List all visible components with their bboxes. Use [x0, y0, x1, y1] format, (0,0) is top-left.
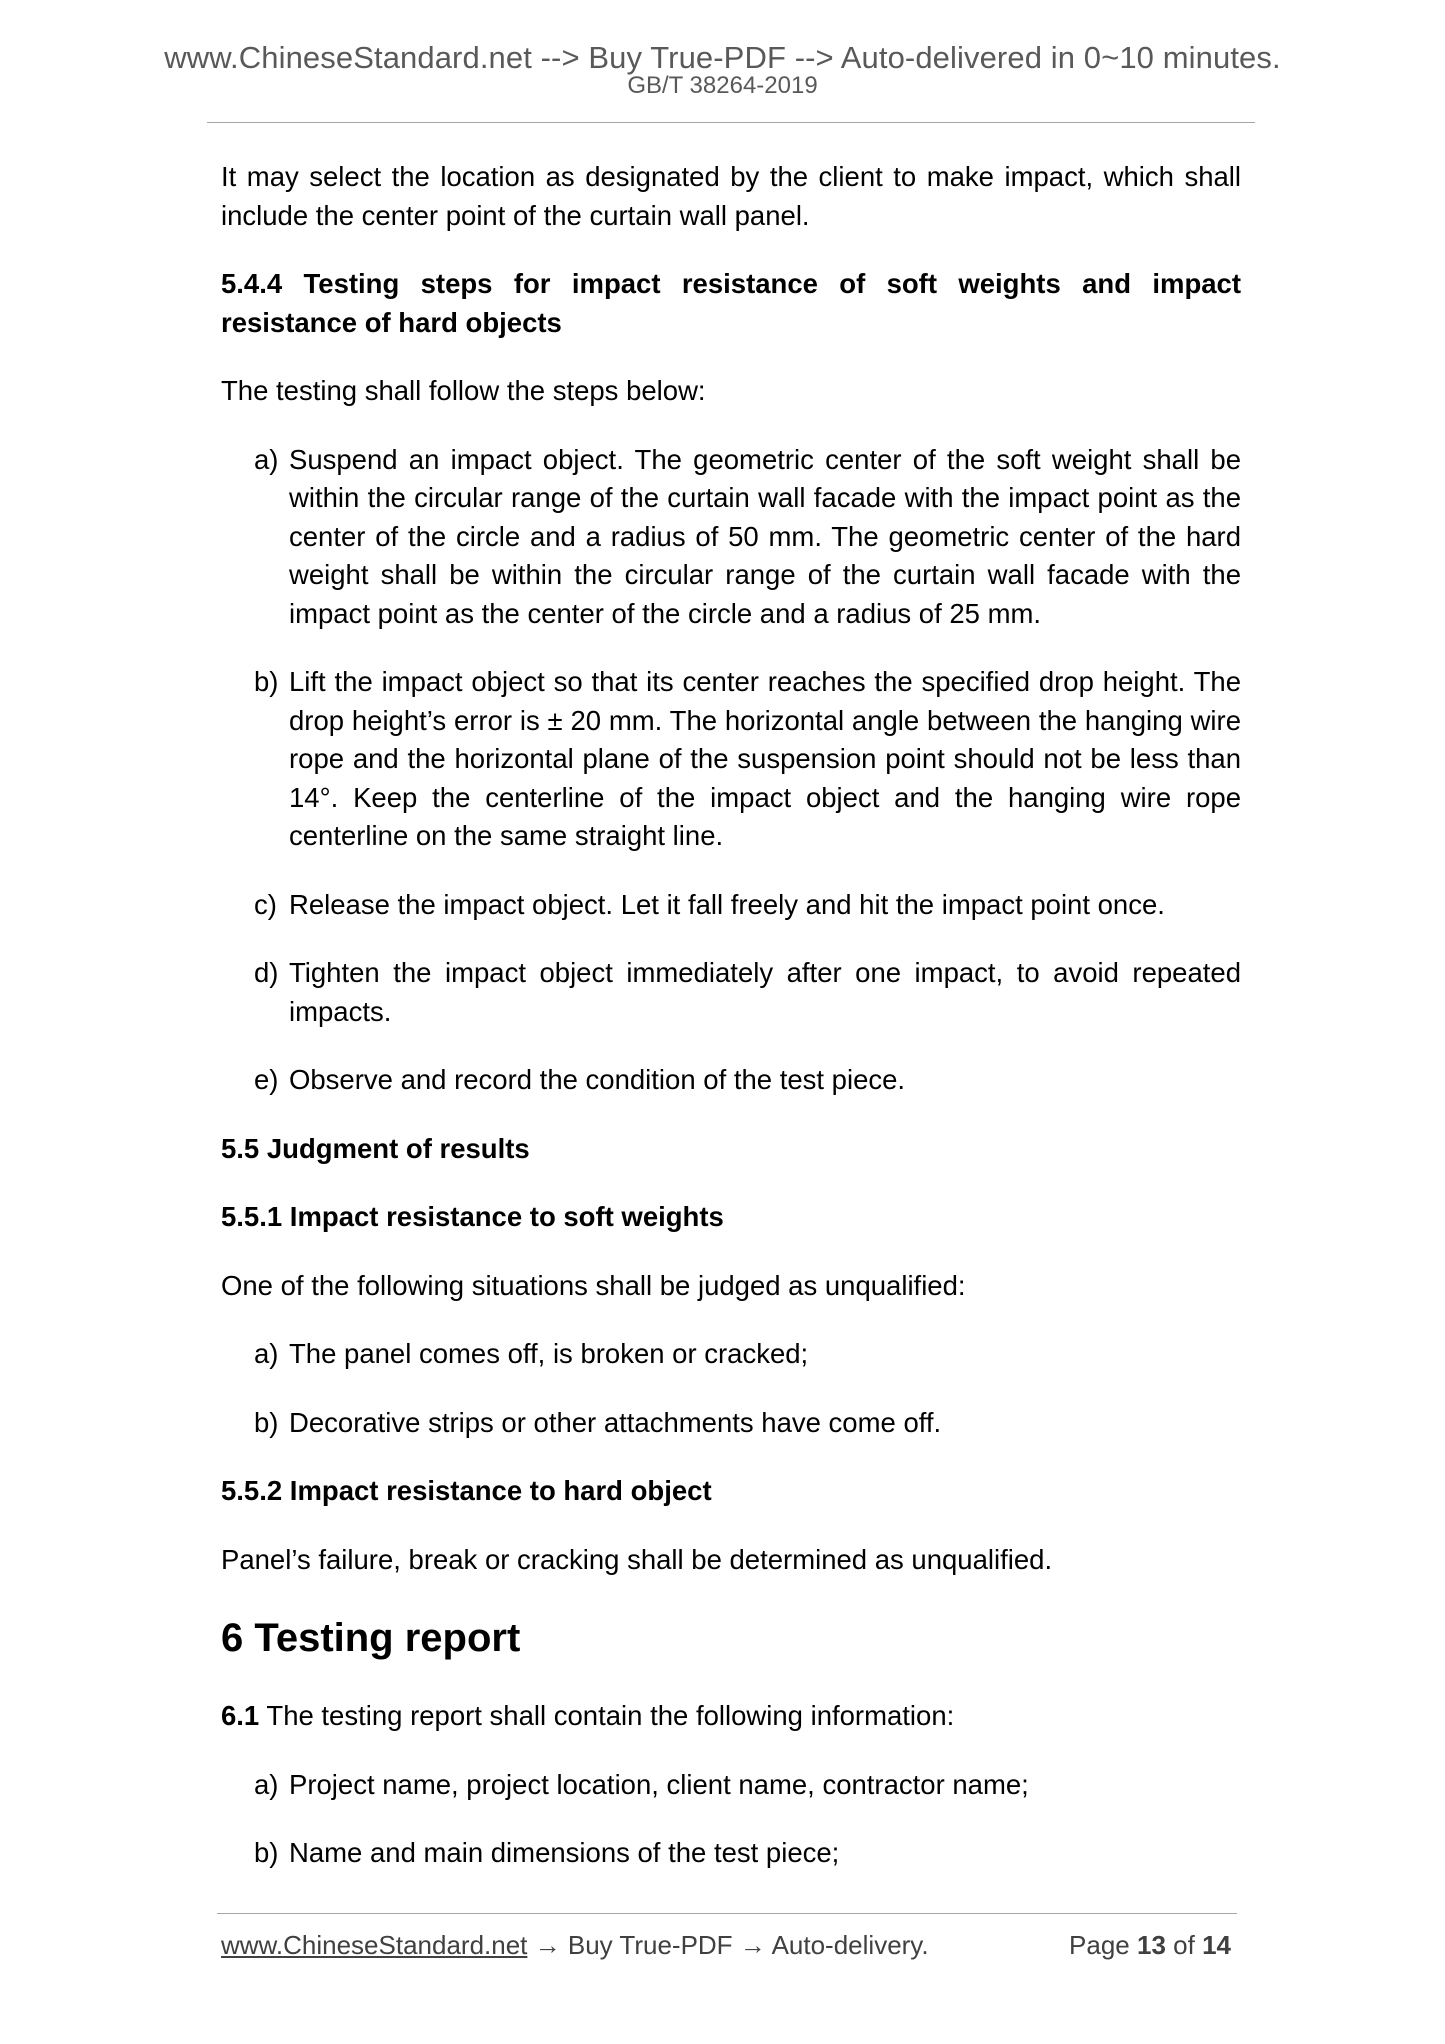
list-marker: b) — [254, 1837, 279, 1868]
page-footer — [221, 1930, 1231, 1961]
page-of-label: of — [1173, 1930, 1195, 1960]
step-item-b — [254, 663, 1241, 856]
list-item-text: The panel comes off, is broken or cracked; — [289, 1338, 809, 1369]
footer-tagline: → Buy True-PDF → Auto-delivery. — [527, 1930, 929, 1960]
unqualified-item-b — [254, 1404, 1241, 1443]
list-marker: b) — [254, 1406, 279, 1438]
list-item-text: Name and main dimensions of the test piece; — [289, 1837, 840, 1868]
list-item-text: Project name, project location, client name, contractor name; — [289, 1768, 1029, 1800]
footer-website-link[interactable]: www.ChineseStandard.net — [221, 1930, 528, 1960]
section-6-heading: 6 Testing report — [221, 1616, 521, 1660]
intro-paragraph: It may select the location as designated by the client to make impact, which shall include the center point of the curtain wall panel. — [221, 161, 1241, 231]
list-marker: a) — [254, 1338, 279, 1369]
report-item-a — [254, 1766, 1241, 1805]
section-5-5-2-heading: 5.5.2 Impact resistance to hard object — [221, 1475, 712, 1506]
list-item-text: Lift the impact object so that its center reaches the specified drop height. The drop height’s error is ± 20 mm. The horizontal angle between the hanging wire rope and the horizontal plane of the suspension point should not be less than 14°. Keep the centerline of the impact object and the hanging wire rope centerline on the same straight line. — [289, 666, 1241, 851]
list-marker: d) — [254, 957, 279, 988]
section-5-4-4-heading: 5.4.4 Testing steps for impact resistance of soft weights and impact resistance of hard objects — [221, 268, 1241, 338]
list-marker: a) — [254, 443, 279, 475]
list-marker: b) — [254, 666, 279, 697]
step-item-c — [254, 886, 1241, 925]
section-6-1-number: 6.1 — [221, 1700, 260, 1731]
section-5-5-1-lead: One of the following situations shall be judged as unqualified: — [221, 1269, 966, 1301]
section-5-4-4-lead: The testing shall follow the steps below: — [221, 375, 706, 406]
document-code: GB/T 38264-2019 — [627, 72, 818, 99]
list-marker: e) — [254, 1064, 279, 1095]
step-item-a — [254, 441, 1241, 634]
page-total: 14 — [1202, 1930, 1231, 1960]
list-item-text: Observe and record the condition of the test piece. — [289, 1064, 906, 1095]
page-number: 13 — [1137, 1930, 1166, 1960]
section-6-1-text: The testing report shall contain the following information: — [266, 1700, 955, 1731]
list-marker: a) — [254, 1768, 279, 1800]
section-5-5-2-text: Panel’s failure, break or cracking shall be determined as unqualified. — [221, 1543, 1053, 1575]
header-divider — [207, 122, 1255, 123]
header-banner: www.ChineseStandard.net --> Buy True-PDF --> Auto-delivered in 0~10 minutes. — [164, 40, 1281, 75]
section-5-5-heading: 5.5 Judgment of results — [221, 1132, 530, 1164]
section-5-5-1-heading: 5.5.1 Impact resistance to soft weights — [221, 1201, 724, 1232]
list-item-text: Decorative strips or other attachments have come off. — [289, 1406, 942, 1438]
list-item-text: Suspend an impact object. The geometric center of the soft weight shall be within the circular range of the curtain wall facade with the impact point as the center of the circle and a radius of 50 mm. The geometric center of the hard weight shall be within the circular range of the curtain wall facade with the impact point as the center of the circle and a radius of 25 mm. — [289, 443, 1241, 629]
list-item-text: Tighten the impact object immediately after one impact, to avoid repeated impacts. — [289, 957, 1241, 1027]
footer-divider — [217, 1913, 1237, 1914]
page-indicator — [1069, 1930, 1231, 1961]
step-item-d — [254, 954, 1241, 1031]
page-label: Page — [1069, 1930, 1130, 1960]
report-item-b — [254, 1834, 1241, 1873]
list-item-text: Release the impact object. Let it fall freely and hit the impact point once. — [289, 888, 1165, 920]
list-marker: c) — [254, 888, 277, 920]
section-6-1-paragraph — [221, 1697, 1241, 1736]
unqualified-item-a — [254, 1335, 1241, 1374]
page-content — [221, 158, 1241, 1873]
step-item-e — [254, 1061, 1241, 1100]
